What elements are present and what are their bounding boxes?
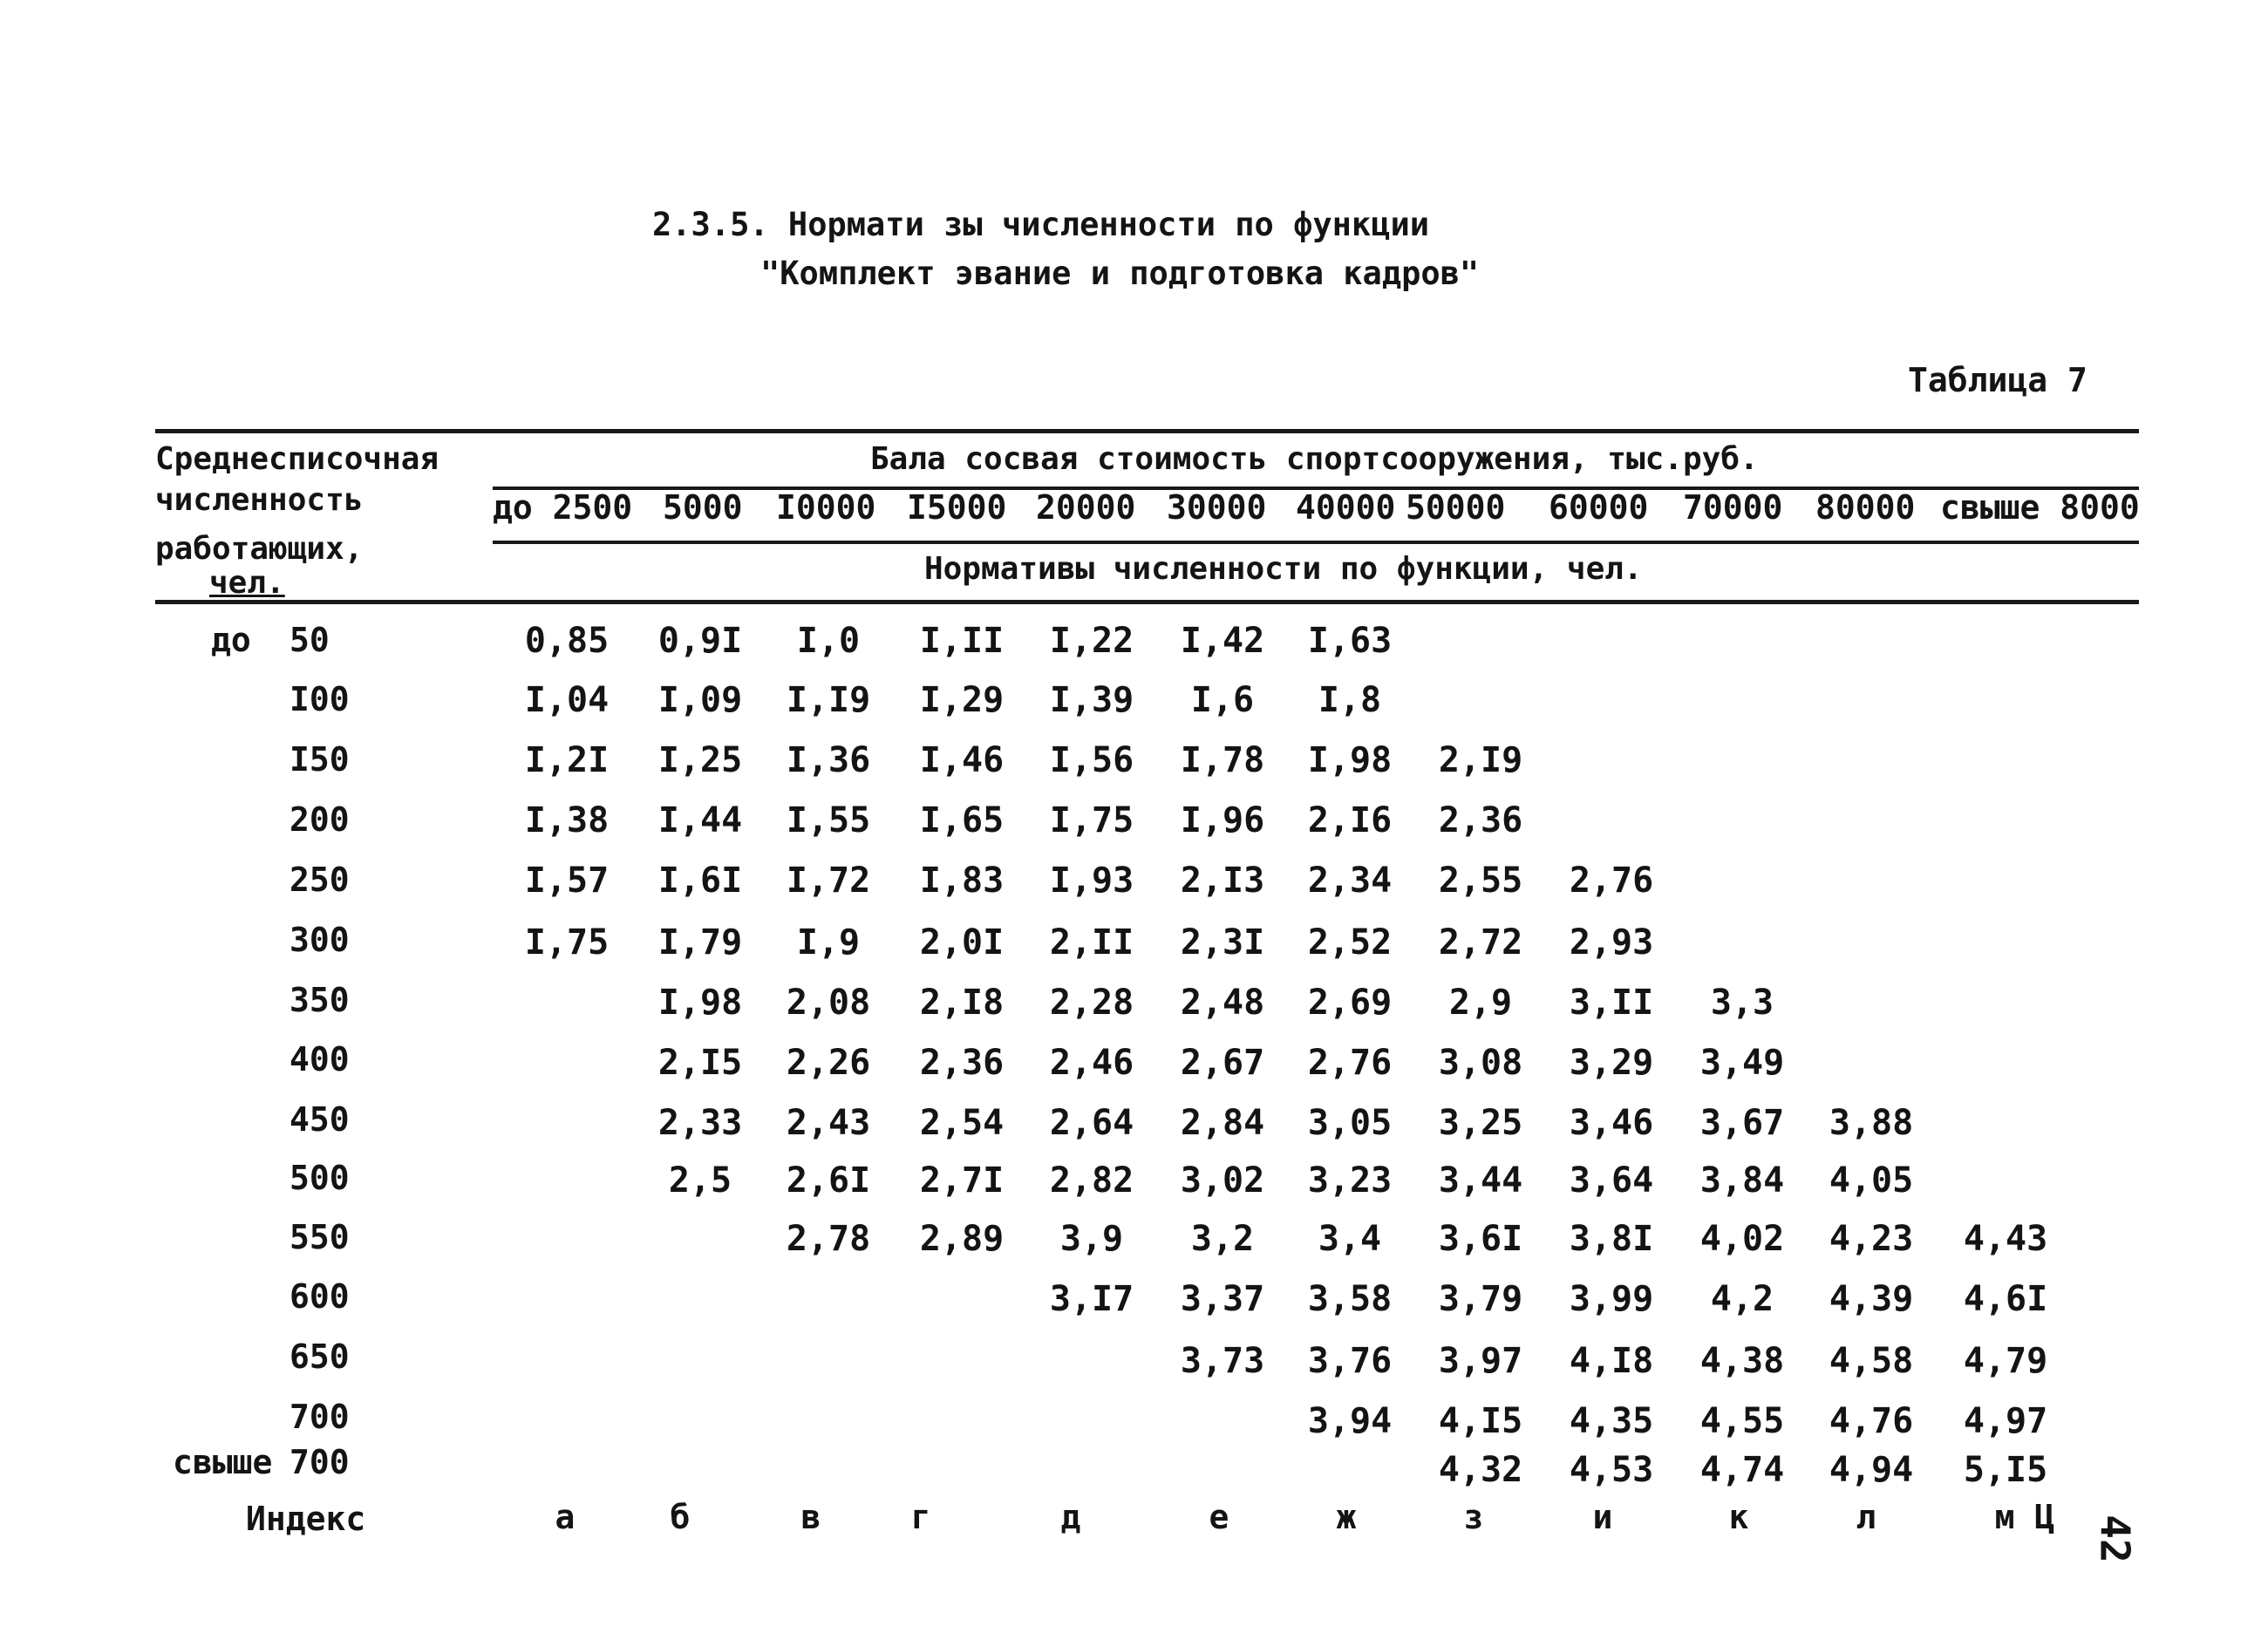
table-cell: I,22	[1049, 621, 1134, 661]
table-cell: 3,67	[1699, 1103, 1785, 1143]
table-cell: 4,55	[1699, 1401, 1785, 1441]
table-cell: 3,I7	[1049, 1279, 1134, 1319]
table-cell: I,46	[919, 740, 1005, 780]
row-label: 500	[289, 1159, 350, 1197]
norms-sub-header: Нормативы численности по функции, чел.	[924, 551, 1643, 587]
row-label-prefix: до	[211, 621, 251, 659]
index-letter: е	[1209, 1498, 1229, 1536]
header-bottom-rule	[155, 600, 2139, 604]
column-header: I5000	[907, 488, 1007, 527]
table-cell: 2,08	[786, 983, 871, 1023]
table-cell: 3,97	[1438, 1341, 1523, 1381]
table-cell: 4,6I	[1963, 1279, 2048, 1319]
table-cell: I,55	[786, 800, 871, 840]
table-cell: 4,39	[1829, 1279, 1914, 1319]
table-cell: 4,I8	[1569, 1341, 1654, 1381]
table-cell: 4,23	[1829, 1219, 1914, 1259]
heading-line-2: "Комплект эвание и подготовка кадров"	[760, 255, 1480, 292]
table-cell: I,79	[657, 922, 743, 963]
table-cell: 3,88	[1829, 1103, 1914, 1143]
table-cell: I,63	[1307, 621, 1393, 661]
table-cell: I,6I	[657, 861, 743, 901]
index-row-label: Индекс	[246, 1500, 366, 1538]
table-cell: 4,97	[1963, 1401, 2048, 1441]
table-cell: I,57	[524, 861, 610, 901]
table-cell: 3,73	[1180, 1341, 1265, 1381]
table-cell: 4,58	[1829, 1341, 1914, 1381]
table-cell: 2,33	[657, 1103, 743, 1143]
table-cell: 2,9	[1448, 983, 1513, 1023]
row-label: I50	[289, 740, 350, 779]
table-cell: I,09	[657, 680, 743, 720]
table-cell: 3,64	[1569, 1160, 1654, 1201]
table-cell: 2,84	[1180, 1103, 1265, 1143]
table-cell: 4,38	[1699, 1341, 1785, 1381]
table-cell: I,96	[1180, 800, 1265, 840]
table-cell: 3,94	[1307, 1401, 1393, 1441]
table-cell: 3,79	[1438, 1279, 1523, 1319]
table-cell: 3,58	[1307, 1279, 1393, 1319]
column-header: 80000	[1815, 488, 1916, 527]
row-label: 350	[289, 981, 350, 1019]
table-cell: 2,5	[668, 1160, 732, 1201]
table-cell: 4,94	[1829, 1450, 1914, 1490]
row-label: 300	[289, 921, 350, 959]
table-cell: I,II	[919, 621, 1005, 661]
table-cell: 2,26	[786, 1043, 871, 1083]
table-cell: I,2I	[524, 740, 610, 780]
column-header: 50000	[1406, 488, 1506, 527]
table-cell: 3,08	[1438, 1043, 1523, 1083]
column-header: 30000	[1167, 488, 1267, 527]
table-cell: 2,0I	[919, 922, 1005, 963]
table-cell: I,29	[919, 680, 1005, 720]
cost-group-header: Бала сосвая стоимость спортсооружения, тыс.руб.	[870, 441, 1759, 477]
table-cell: I,39	[1049, 680, 1134, 720]
row-label-prefix: свыше	[173, 1443, 273, 1481]
column-header: I0000	[776, 488, 876, 527]
table-cell: 2,36	[1438, 800, 1523, 840]
table-cell: 2,52	[1307, 922, 1393, 963]
table-cell: 3,02	[1180, 1160, 1265, 1201]
column-header: 5000	[663, 488, 743, 527]
table-cell: 2,64	[1049, 1103, 1134, 1143]
table-cell: 5,I5	[1963, 1450, 2048, 1490]
table-cell: 2,76	[1307, 1043, 1393, 1083]
stub-header-line-2: численность	[155, 482, 364, 518]
table-cell: 4,53	[1569, 1450, 1654, 1490]
table-cell: I,75	[524, 922, 610, 963]
table-cell: 4,I5	[1438, 1401, 1523, 1441]
table-cell: 3,99	[1569, 1279, 1654, 1319]
table-cell: I,56	[1049, 740, 1134, 780]
table-cell: 3,II	[1569, 983, 1654, 1023]
row-label: I00	[289, 680, 350, 718]
table-cell: 2,46	[1049, 1043, 1134, 1083]
row-label: 450	[289, 1100, 350, 1139]
table-cell: 2,89	[919, 1219, 1005, 1259]
table-cell: 3,76	[1307, 1341, 1393, 1381]
table-cell: I,42	[1180, 621, 1265, 661]
table-cell: 2,I9	[1438, 740, 1523, 780]
table-cell: I,25	[657, 740, 743, 780]
table-cell: I,9	[796, 922, 861, 963]
table-cell: 3,84	[1699, 1160, 1785, 1201]
table-cell: 2,55	[1438, 861, 1523, 901]
table-cell: 2,7I	[919, 1160, 1005, 1201]
table-cell: 3,3	[1710, 983, 1774, 1023]
table-cell: I,38	[524, 800, 610, 840]
table-cell: I,83	[919, 861, 1005, 901]
table-cell: 3,37	[1180, 1279, 1265, 1319]
table-cell: 3,23	[1307, 1160, 1393, 1201]
table-cell: 3,9	[1059, 1219, 1124, 1259]
table-cell: 3,6I	[1438, 1219, 1523, 1259]
table-cell: 4,02	[1699, 1219, 1785, 1259]
table-cell: 3,49	[1699, 1043, 1785, 1083]
table-cell: 2,36	[919, 1043, 1005, 1083]
stub-header-line-4: чел.	[209, 565, 285, 601]
table-cell: 4,35	[1569, 1401, 1654, 1441]
table-cell: I,72	[786, 861, 871, 901]
table-cell: I,75	[1049, 800, 1134, 840]
row-label: 650	[289, 1337, 350, 1376]
table-cell: I,93	[1049, 861, 1134, 901]
table-cell: 0,9I	[657, 621, 743, 661]
columns-header-rule	[493, 541, 2139, 544]
table-cell: 4,05	[1829, 1160, 1914, 1201]
table-cell: 3,25	[1438, 1103, 1523, 1143]
table-cell: I,04	[524, 680, 610, 720]
index-letter: з	[1463, 1498, 1484, 1536]
row-label: 50	[289, 621, 330, 659]
index-letter: в	[800, 1498, 821, 1536]
table-cell: 2,I8	[919, 983, 1005, 1023]
index-letter: г	[910, 1498, 931, 1536]
table-cell: 2,67	[1180, 1043, 1265, 1083]
page-number: 42	[2091, 1514, 2139, 1563]
row-label: 400	[289, 1040, 350, 1079]
table-cell: 2,II	[1049, 922, 1134, 963]
table-cell: I,44	[657, 800, 743, 840]
row-label: 250	[289, 861, 350, 899]
table-cell: 2,76	[1569, 861, 1654, 901]
index-letter: и	[1592, 1498, 1613, 1536]
row-label: 550	[289, 1218, 350, 1256]
table-cell: 2,48	[1180, 983, 1265, 1023]
table-cell: 2,82	[1049, 1160, 1134, 1201]
index-letter: к	[1728, 1498, 1749, 1536]
table-cell: 4,43	[1963, 1219, 2048, 1259]
table-cell: 3,05	[1307, 1103, 1393, 1143]
table-cell: 2,43	[786, 1103, 871, 1143]
table-cell: 2,72	[1438, 922, 1523, 963]
table-cell: 2,I3	[1180, 861, 1265, 901]
table-cell: 4,76	[1829, 1401, 1914, 1441]
table-cell: 2,I6	[1307, 800, 1393, 840]
table-cell: 2,69	[1307, 983, 1393, 1023]
table-cell: I,36	[786, 740, 871, 780]
index-letter: ж	[1336, 1498, 1357, 1536]
table-cell: 3,44	[1438, 1160, 1523, 1201]
table-cell: I,6	[1190, 680, 1255, 720]
table-cell: I,0	[796, 621, 861, 661]
table-cell: 4,2	[1710, 1279, 1774, 1319]
table-cell: 2,54	[919, 1103, 1005, 1143]
table-cell: 2,3I	[1180, 922, 1265, 963]
table-cell: 3,8I	[1569, 1219, 1654, 1259]
column-header: 20000	[1036, 488, 1136, 527]
table-cell: 3,29	[1569, 1043, 1654, 1083]
column-header: 70000	[1683, 488, 1783, 527]
table-cell: I,65	[919, 800, 1005, 840]
table-cell: I,98	[1307, 740, 1393, 780]
table-cell: 2,78	[786, 1219, 871, 1259]
column-header: свыше 8000	[1940, 488, 2140, 527]
table-cell: 4,79	[1963, 1341, 2048, 1381]
row-label: 700	[289, 1398, 350, 1436]
table-cell: 0,85	[524, 621, 610, 661]
table-cell: 2,6I	[786, 1160, 871, 1201]
index-letter: б	[670, 1498, 691, 1536]
table-cell: 4,74	[1699, 1450, 1785, 1490]
column-header: 40000	[1296, 488, 1396, 527]
table-top-rule	[155, 429, 2139, 433]
index-letter: д	[1060, 1498, 1081, 1536]
table-cell: 3,4	[1318, 1219, 1382, 1259]
table-cell: 2,28	[1049, 983, 1134, 1023]
column-header: до 2500	[493, 488, 633, 527]
index-letter: а	[555, 1498, 576, 1536]
table-cell: 4,32	[1438, 1450, 1523, 1490]
index-letter: м Ц	[1994, 1498, 2055, 1536]
table-cell: 3,2	[1190, 1219, 1255, 1259]
table-cell: I,8	[1318, 680, 1382, 720]
table-cell: 2,34	[1307, 861, 1393, 901]
row-label: 600	[289, 1277, 350, 1316]
row-label: 700	[289, 1443, 350, 1481]
table-label: Таблица 7	[1908, 361, 2088, 399]
row-label: 200	[289, 800, 350, 839]
index-letter: л	[1856, 1498, 1876, 1536]
column-header: 60000	[1549, 488, 1649, 527]
table-cell: 2,I5	[657, 1043, 743, 1083]
heading-line-1: 2.3.5. Нормати зы численности по функции	[652, 206, 1430, 243]
table-cell: 2,93	[1569, 922, 1654, 963]
table-cell: I,98	[657, 983, 743, 1023]
table-cell: I,78	[1180, 740, 1265, 780]
stub-header-line-1: Среднесписочная	[155, 441, 439, 477]
table-cell: 3,46	[1569, 1103, 1654, 1143]
table-cell: I,I9	[786, 680, 871, 720]
stub-header-line-3: работающих,	[155, 531, 364, 567]
